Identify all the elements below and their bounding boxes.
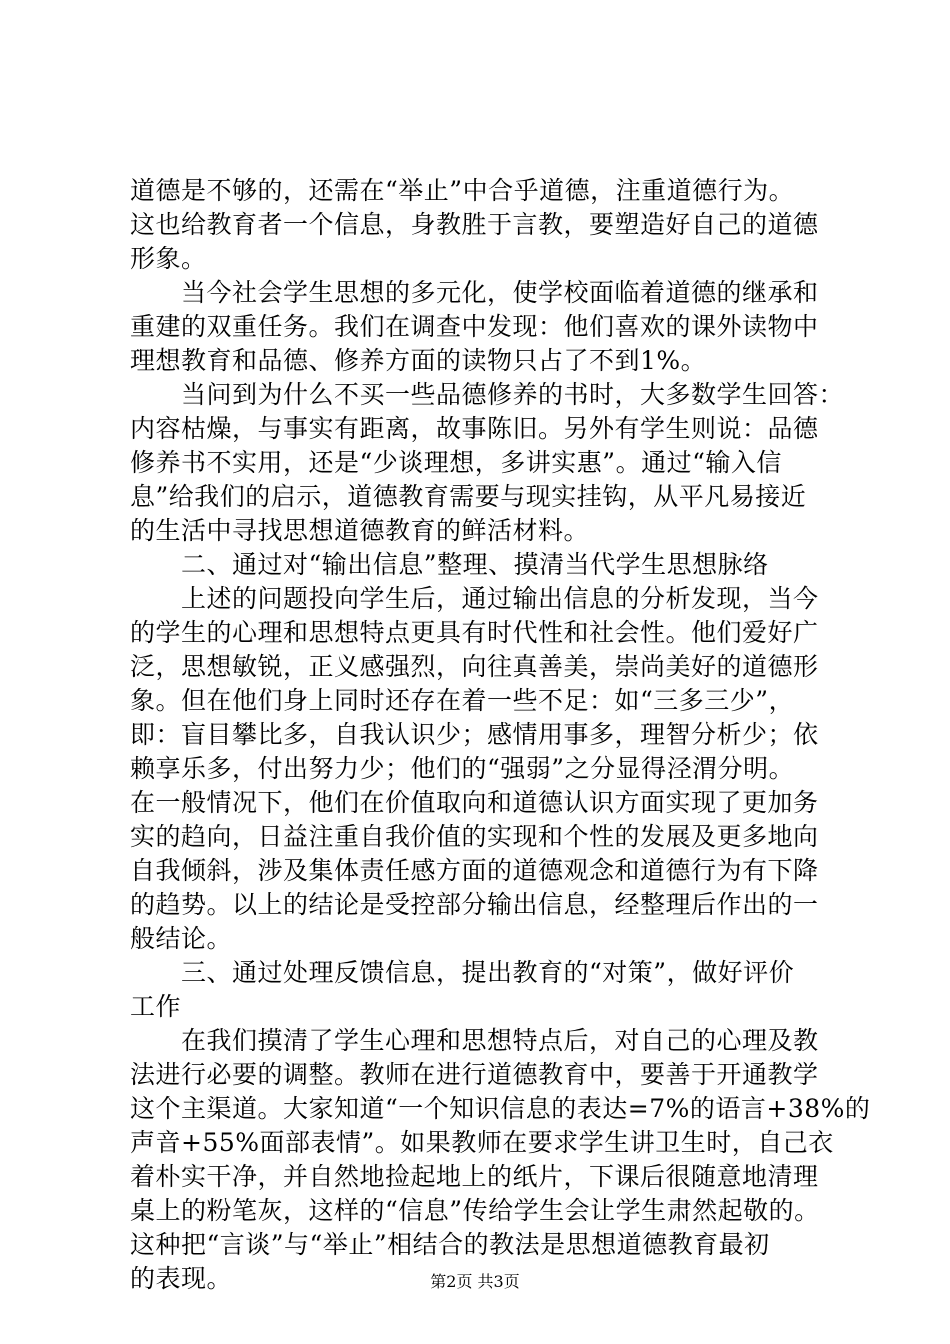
- text-line: 形象。: [130, 244, 207, 273]
- text-line: 自我倾斜，涉及集体责任感方面的道德观念和道德行为有下降: [130, 856, 819, 885]
- text-line: 的学生的心理和思想特点更具有时代性和社会性。他们爱好广: [130, 618, 819, 647]
- text-line: 道德是不够的，还需在“举止”中合乎道德，注重道德行为。: [130, 176, 795, 205]
- text-line: 的生活中寻找思想道德教育的鲜活材料。: [130, 516, 590, 545]
- text-line: 赖享乐多，付出努力少；他们的“强弱”之分显得泾渭分明。: [130, 754, 795, 783]
- text-line: 象。但在他们身上同时还存在着一些不足：如“三多三少”，: [130, 686, 795, 715]
- text-line: 的表现。: [130, 1264, 233, 1293]
- text-line: 重建的双重任务。我们在调查中发现：他们喜欢的课外读物中: [130, 312, 819, 341]
- text-line: 在一般情况下，他们在价值取向和道德认识方面实现了更加务: [130, 788, 819, 817]
- section-heading: 二、通过对“输出信息”整理、摸清当代学生思想脉络: [130, 550, 769, 579]
- text-line: 法进行必要的调整。教师在进行道德教育中，要善于开通教学: [130, 1060, 819, 1089]
- text-line: 息”给我们的启示，道德教育需要与现实挂钩，从平凡易接近: [130, 482, 807, 511]
- text-line: 这种把“言谈”与“举止”相结合的教法是思想道德教育最初: [130, 1230, 770, 1259]
- text-line: 泛，思想敏锐，正义感强烈，向往真善美，崇尚美好的道德形: [130, 652, 819, 681]
- document-body: [130, 174, 871, 1296]
- text-line: 上述的问题投向学生后，通过输出信息的分析发现，当今: [130, 584, 819, 613]
- text-line: 即：盲目攀比多，自我认识少；感情用事多，理智分析少；依: [130, 720, 819, 749]
- text-line: 这也给教育者一个信息，身教胜于言教，要塑造好自己的道德: [130, 210, 819, 239]
- text-line: 理想教育和品德、修养方面的读物只占了不到1%。: [130, 346, 707, 375]
- section-heading: 工作: [130, 992, 182, 1021]
- text-line: 着朴实干净，并自然地捡起地上的纸片，下课后很随意地清理: [130, 1162, 819, 1191]
- section-heading: 三、通过处理反馈信息，提出教育的“对策”，做好评价: [130, 958, 795, 987]
- text-line: 桌上的粉笔灰，这样的“信息”传给学生会让学生肃然起敬的。: [130, 1196, 820, 1225]
- page-number-footer: 第2页 共3页: [430, 1272, 520, 1291]
- text-line: 内容枯燥，与事实有距离，故事陈旧。另外有学生则说：品德: [130, 414, 819, 443]
- text-line: 这个主渠道。大家知道“一个知识信息的表达=7%的语言+38%的: [130, 1094, 871, 1123]
- text-line: 当今社会学生思想的多元化，使学校面临着道德的继承和: [130, 278, 819, 307]
- text-line: 般结论。: [130, 924, 233, 953]
- text-line: 声音+55%面部表情”。如果教师在要求学生讲卫生时，自己衣: [130, 1128, 834, 1157]
- text-line: 修养书不实用，还是“少谈理想，多讲实惠”。通过“输入信: [130, 448, 782, 477]
- text-line: 实的趋向，日益注重自我价值的实现和个性的发展及更多地向: [130, 822, 819, 851]
- text-line: 的趋势。以上的结论是受控部分输出信息，经整理后作出的一: [130, 890, 819, 919]
- text-line: 当问到为什么不买一些品德修养的书时，大多数学生回答：: [130, 380, 845, 409]
- text-line: 在我们摸清了学生心理和思想特点后，对自己的心理及教: [130, 1026, 819, 1055]
